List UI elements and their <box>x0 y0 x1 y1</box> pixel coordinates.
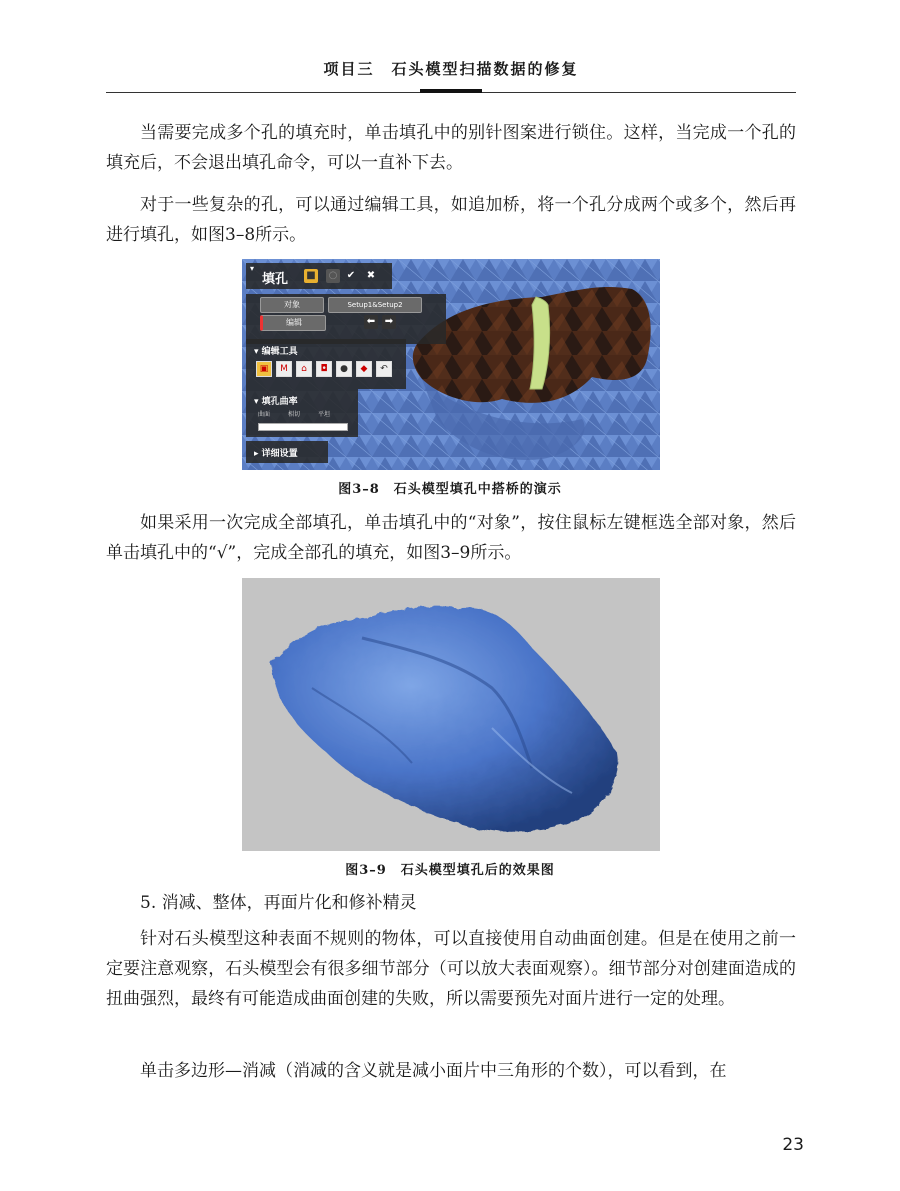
curvature-label-tangent: 相切 <box>288 411 301 418</box>
paragraph-4: 针对石头模型这种表面不规则的物体，可以直接使用自动曲面创建。但是在使用之前一定要注意观察，石头模型会有很多细节部分（可以放大表面观察）。细节部分对创建面造成的扭曲强烈，最终有可能造成曲面创建的失败，所以需要预先对面片进行一定的处理。 <box>106 929 796 1009</box>
arrow-right-icon[interactable]: ➡ <box>382 315 396 329</box>
panel-title: 填孔 <box>262 272 289 287</box>
panel-title-bar <box>246 263 392 289</box>
object-section <box>246 294 446 344</box>
arrow-left-icon[interactable]: ⬅ <box>364 315 378 329</box>
tool-3-icon[interactable]: ⌂ <box>296 361 312 377</box>
running-header: 项目三 石头模型扫描数据的修复 <box>323 60 579 78</box>
edit-tools-section <box>246 339 406 389</box>
curvature-labels <box>258 409 348 418</box>
edit-button[interactable]: 编辑 <box>260 315 326 331</box>
header-rule-accent <box>420 89 482 93</box>
paragraph-1: 当需要完成多个孔的填充时，单击填孔中的别针图案进行锁住。这样，当完成一个孔的填充后，不会退出填孔命令，可以一直补下去。 <box>106 123 796 173</box>
figure-3-8-caption: 图3–8 石头模型填孔中搭桥的演示 <box>338 482 562 497</box>
undo-icon[interactable]: ↶ <box>376 361 392 377</box>
stone-model <box>242 578 660 851</box>
close-icon[interactable]: ✖ <box>366 270 376 281</box>
figure-3-9 <box>242 578 660 851</box>
tool-6-icon[interactable]: ◆ <box>356 361 372 377</box>
tool-4-icon[interactable]: ◘ <box>316 361 332 377</box>
tool-5-icon[interactable]: ● <box>336 361 352 377</box>
object-button[interactable]: 对象 <box>260 297 324 313</box>
curvature-label: ▾ 填孔曲率 <box>254 397 298 407</box>
fill-hole-panel <box>242 259 452 470</box>
tool-2-icon[interactable]: M <box>276 361 292 377</box>
section-heading: 5. 消减、整体，再面片化和修补精灵 <box>140 893 417 913</box>
paragraph-2: 对于一些复杂的孔，可以通过编辑工具，如追加桥，将一个孔分成两个或多个，然后再进行填孔，如图3–8所示。 <box>106 195 796 245</box>
object-select[interactable]: Setup1&Setup2 <box>328 297 422 313</box>
lock-icon[interactable]: ■ <box>304 269 318 283</box>
bridge-tool-icon[interactable]: ▣ <box>256 361 272 377</box>
paragraph-5: 单击多边形—消减（消减的含义就是减小面片中三角形的个数），可以看到，在 <box>140 1061 727 1081</box>
paragraph-3: 如果采用一次完成全部填孔，单击填孔中的“对象”，按住鼠标左键框选全部对象，然后单击填孔中的“√”，完成全部孔的填充，如图3–9所示。 <box>106 513 796 563</box>
figure-3-8 <box>242 259 660 470</box>
page-number: 23 <box>782 1135 804 1155</box>
curvature-label-flat: 平坦 <box>318 411 331 418</box>
check-icon[interactable]: ✔ <box>346 270 356 281</box>
cancel-icon[interactable]: ○ <box>326 269 340 283</box>
curvature-slider[interactable] <box>258 423 348 431</box>
curvature-section <box>246 389 358 437</box>
pin-icon[interactable]: ▾ <box>249 264 254 273</box>
details-label: ▸ 详细设置 <box>254 449 298 459</box>
details-section[interactable] <box>246 441 328 463</box>
curvature-label-curved: 曲面 <box>258 411 271 418</box>
edit-tools-label: ▾ 编辑工具 <box>254 347 298 357</box>
figure-3-9-caption: 图3–9 石头模型填孔后的效果图 <box>345 863 555 878</box>
